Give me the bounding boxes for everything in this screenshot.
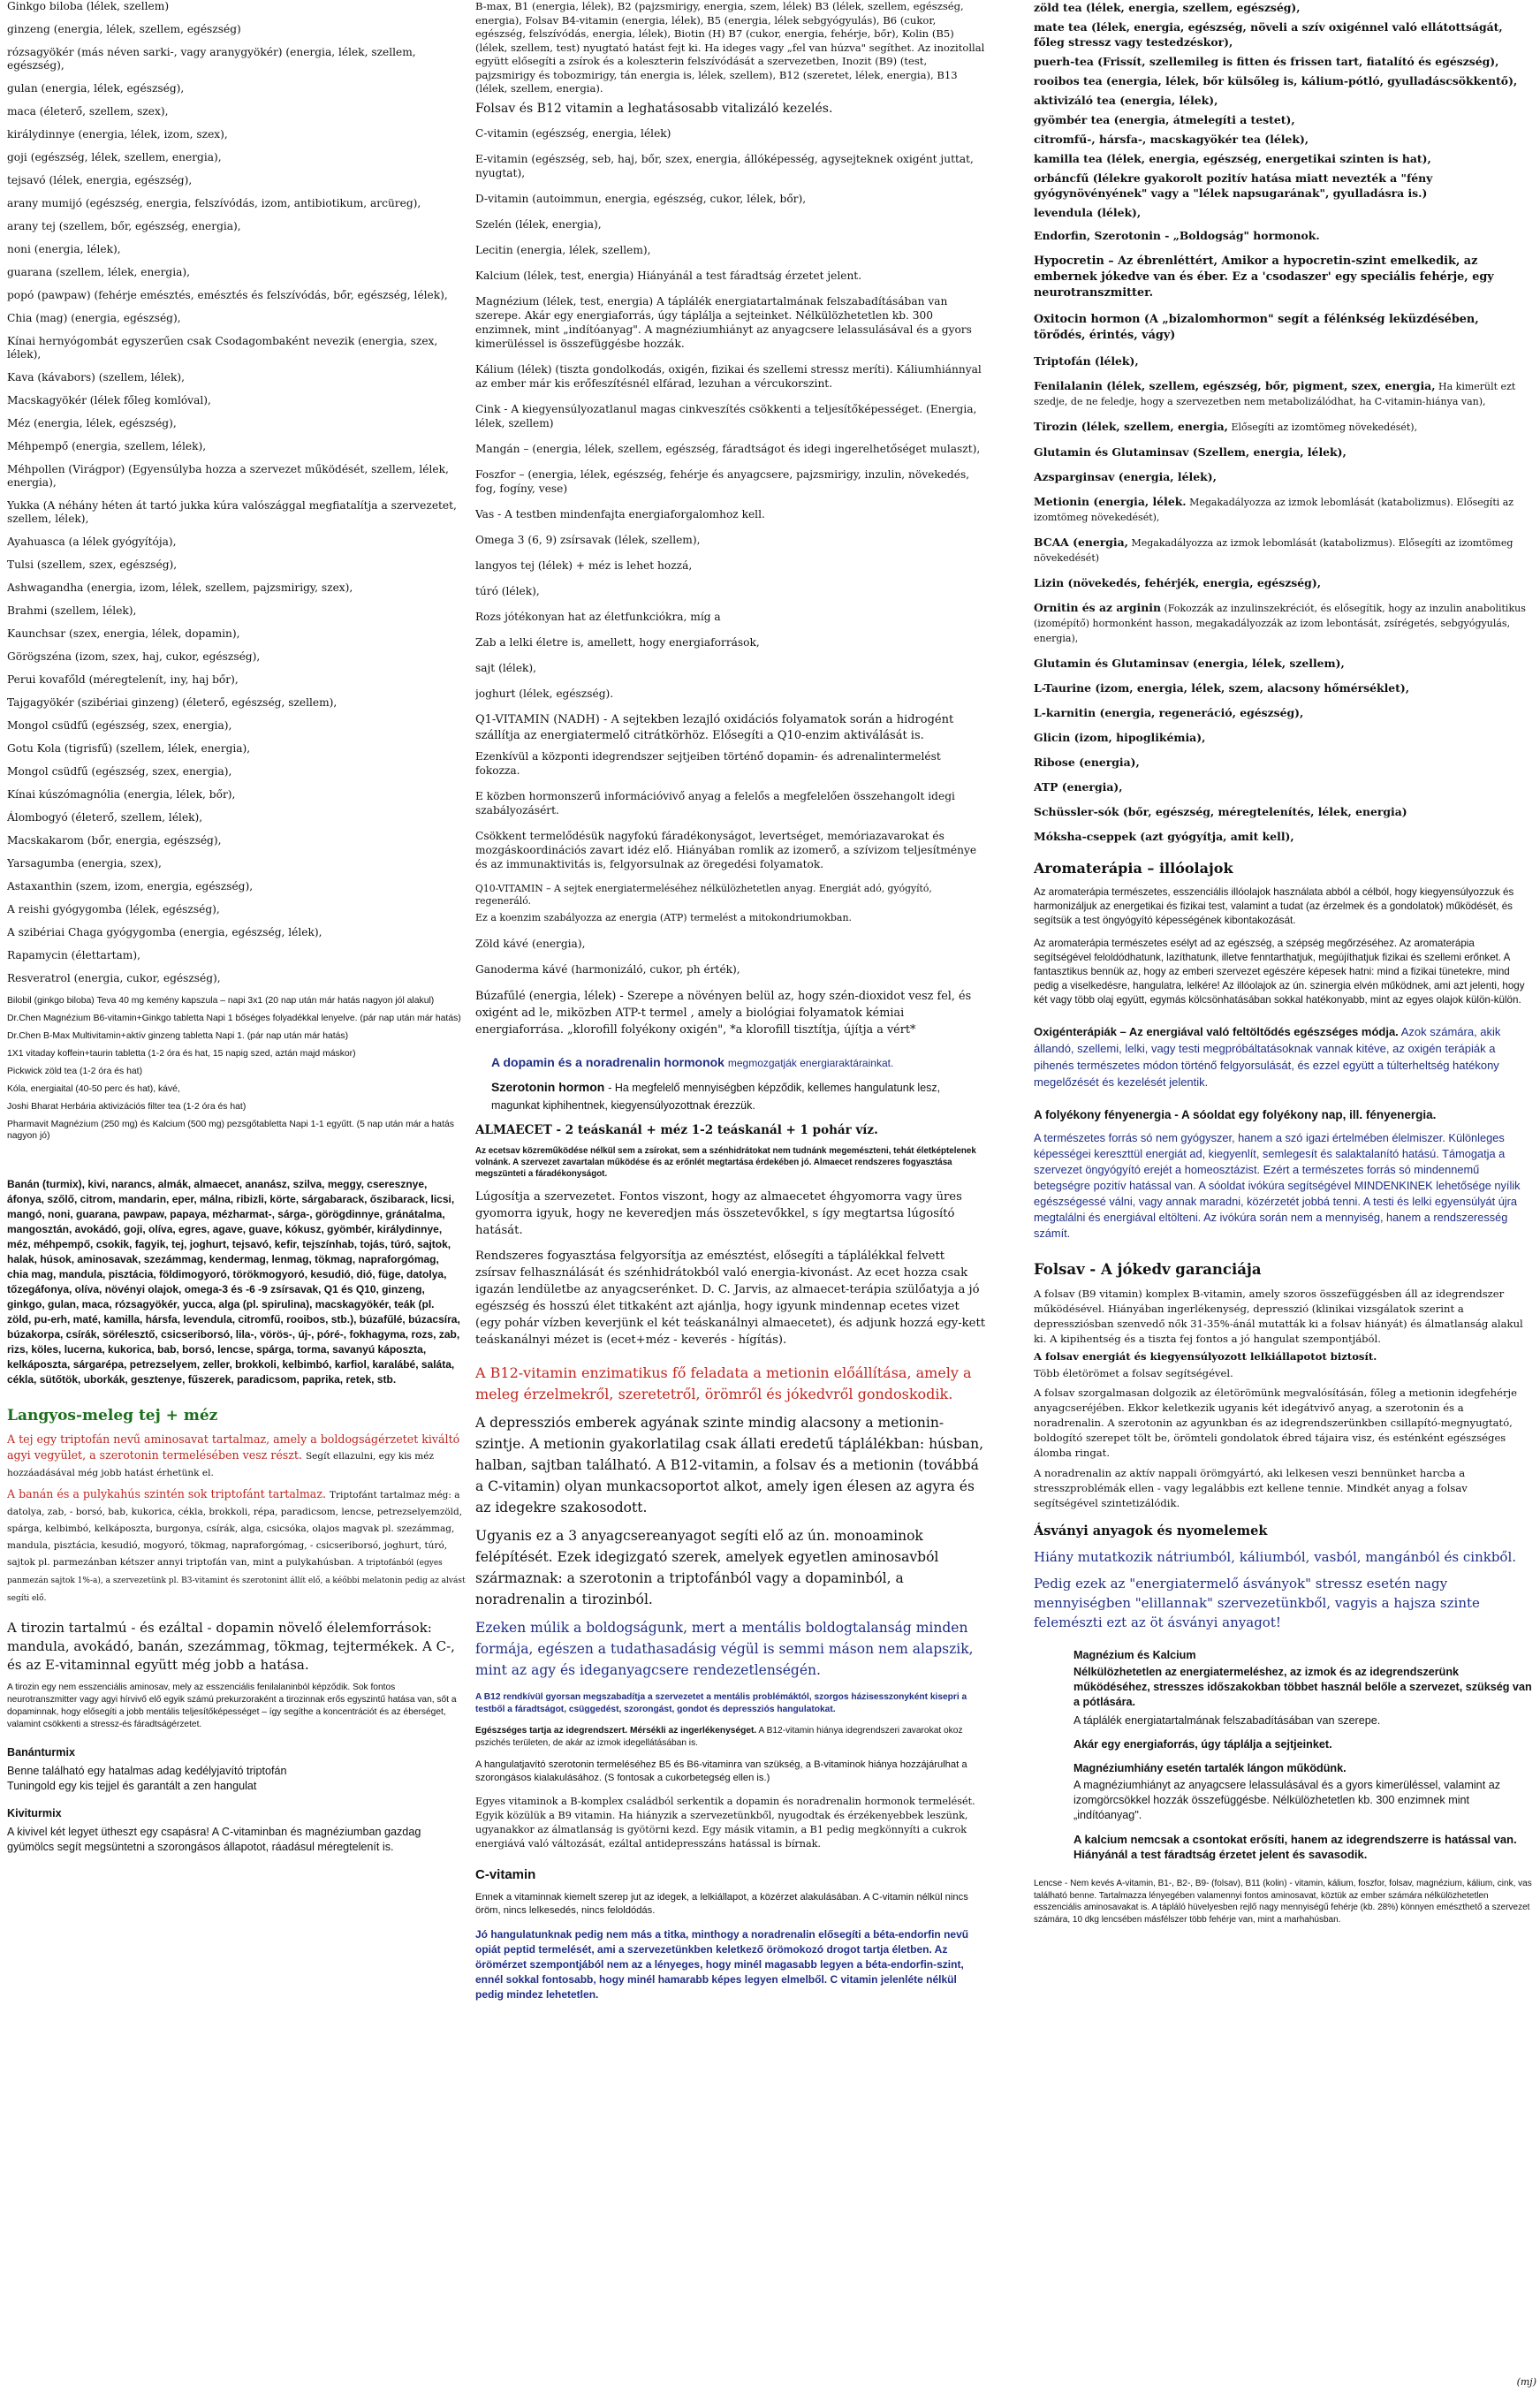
herb-item: noni (energia, lélek), (7, 243, 121, 255)
mineral-item: Cink - A kiegyensúlyozatlanul magas cinkveszítés csökkenti a teljesítőképességet. (Energia, lélek, szellem) (475, 402, 977, 429)
herb-item: Kava (kávabors) (szellem, lélek), (7, 371, 185, 384)
tirozin-small: A tirozin egy nem esszenciális aminosav, mely az esszenciális fenilalaninból képződik. Sok fontos neurotranszmitter vagy agyi hírvivő elő egyik számú prekurzoraként a tirozinnak erős egyszintű hatása van, sőt a dopaminnak, hogy elősegíti a jobb mentális teljesítőképességet – így segíthe a koncentrációt és az éberséget, valamint csökkenti a stressz-és fáradtságérzetet. (7, 1683, 457, 1729)
amino-item-name: Triptofán (lélek), (1034, 354, 1139, 368)
herb-item: Méhpollen (Virágpor) (Egyensúlyba hozza a szervezet működését, szellem, lélek, energia), (7, 463, 449, 489)
mineral-item: C-vitamin (egészség, energia, lélek) (475, 126, 671, 140)
amino-item-detail: (Fokozzák az inzulinszekréciót, és elősegítik, hogy az inzulin anabolitikus (izomépítő) hormonként hasson, megakadályozzák az izom lebontását, zsírégetés, sebgyógyulás, energia), (1034, 603, 1526, 644)
amino-item (1034, 495, 1533, 525)
mineral-item: sajt (lélek), (475, 661, 537, 674)
schussler: Schüssler-sók (bőr, egészség, méregtelenítés, lélek, energia) (1034, 805, 1407, 818)
tea-item: gyömbér tea (energia, átmelegíti a testet), (1034, 113, 1295, 126)
rendszeres-para: Rendszeres fogyasztása felgyorsítja az emésztést, elősegíti a táplálékkal felvett zsírsav felhasználását és szénhidrátokból való energia-kivonást. Az ecet hozza csak igazán lendületbe az anyagcserénket. D. C. Jarvis, az almaecet-terápia szülőatyja a jó egészség és hosszú élet titkaként azt ajánlja, hogy igyunk mindennap ecetes vizet (egy pohár vízben keverjünk el két teáskanálnyi almaecetet), és adjunk hozzá egy-kett teáskanálnyi mézet is (ecet+méz - keverés - hígítás). (475, 1249, 986, 1347)
herb-item: Kínai hernyógombát egyszerűen csak Csodagombaként nevezik (energia, szex, lélek), (7, 335, 438, 361)
egeszseges-para (475, 1725, 988, 1750)
kivi-heading: Kiviturmix (7, 1807, 62, 1819)
amino-item-name: BCAA (energia, (1034, 536, 1128, 549)
b12-para-b: A depressziós emberek agyának szinte mindig alacsony a metionin-szintje. A metionin gyakorlatilag csak állati eredetű táplálékban: húsban, halban, sajtban található. A B12-vitamin, a folsav és a metionin (továbbá a C-vitamin) olyan munkacsoportot alkot, amely igen élesen az agyra és az idegekre szakosodott. (475, 1414, 984, 1516)
amino-item (1034, 379, 1533, 409)
supplement-item: Joshi Bharat Herbária aktivizációs filter tea (1-2 óra és hat) (7, 1102, 247, 1112)
folsav-para: A folsav (B9 vitamin) komplex B-vitamin, amely szoros összefüggésben áll az idegrendszer működésével. Hiányában ingerlékenység, depresszió (klinikai vizsgálatok szerint a depressziósban szenvedő nők 31-35%-ánál mutatták ki a folsav hiányát) és álmatlanság alakul ki. A kipihentség és a tiszta fej fontos a jó hangulat szempontjából. (1034, 1288, 1523, 1345)
herb-item: maca (életerő, szellem, szex), (7, 105, 169, 118)
q1-list (475, 749, 988, 871)
tea-item: kamilla tea (lélek, energia, egészség, energetikai szinten is hat), (1034, 152, 1431, 165)
feny-heading: A folyékony fényenergia - A sóoldat egy folyékony nap, ill. fényenergia. (1034, 1108, 1437, 1121)
left-column (7, 0, 467, 2393)
herb-item: Ayahuasca (a lélek gyógyítója), (7, 536, 177, 548)
jo-hangulat-para: Jó hangulatunknak pedig nem más a titka, minthogy a noradrenalin elősegíti a béta-endorfin nevű opiát peptid termelését, ami a szervezetünkben keletkező örömokozó drogot tartja életben. Az örömérzet szempontjából nem az a lényeges, hogy minél magasabb legyen a béta-endorfin-szint, ennél sokkal fontosabb, hogy minél hamarabb képes legyen elmelből. C vitamin jelenléte nélkül pedig mindez lehetetlen. (475, 1927, 969, 2001)
tea-list (1034, 0, 1533, 220)
folsav-para-c: Több életörömet a folsav segítségével. (1034, 1367, 1233, 1379)
q1-list-item: E közben hormonszerű információvivő anyag a felelős a megfelelően összehangolt idegi szabályozásért. (475, 789, 955, 817)
amino-item-name: ATP (energia), (1034, 780, 1123, 794)
aroma-para-2: Az aromaterápia természetes esélyt ad az egészség, a szépség megőrzéséhez. Az aromaterápia segítségével feloldódhatunk, lazíthatunk, illetve fenntarthatjuk, megújíthatjuk fizikai és szellemi erőnket. A fantasztikus bennük az, hogy az emberi szervezet egészére képesek hatni: mind a fizikai tünetekre, mind pedig a viselkedésre, hangulatra, lelkére! Az illóolajok az ún. szinergia elvén működnek, ami azt jelenti, hogy két vagy több olaj együtt, egymás kölcsönhatásában sokkal hatékonyabb, mint az egyes olajok külön-külön. (1034, 938, 1525, 1006)
mineral-item: langyos tej (lélek) + méz is lehet hozzá, (475, 558, 693, 572)
herb-item: Astaxanthin (szem, izom, energia, egészség), (7, 880, 254, 893)
amino-item-name: Glicin (izom, hipoglikémia), (1034, 731, 1206, 744)
mg-para-4: Magnéziumhiány esetén tartalék lángon működünk. (1073, 1762, 1347, 1774)
herb-item: goji (egészség, lélek, szellem, energia), (7, 151, 222, 163)
mg-para-3: Akár egy energiaforrás, úgy táplálja a sejtjeinket. (1073, 1738, 1332, 1751)
herb-item: Chia (mag) (energia, egészség), (7, 312, 181, 324)
amino-item-name: Azsparginsav (energia, lélek), (1034, 470, 1217, 483)
herb-item: Mongol csüdfű (egészség, szex, energia), (7, 719, 232, 732)
b12-small: A B12 rendkívül gyorsan megszabadítja a szervezetet a mentális problémáktól, szorgos házisesszonyként kisepri a testből a fáradtságot, csüggedést, szorongást, gondot és depressziós hangulatokat. (475, 1691, 967, 1714)
amino-item-name: Lizin (növekedés, fehérjék, energia, egészség), (1034, 576, 1322, 589)
tea-item: rooibos tea (energia, lélek, bőr külsőleg is, kálium-pótló, gyulladáscsökkentő), (1034, 74, 1518, 87)
ganoderma: Ganoderma kávé (harmonizáló, cukor, ph érték), (475, 962, 740, 976)
amino-item (1034, 706, 1533, 720)
herb-item: Méz (energia, lélek, egészség), (7, 417, 177, 429)
amino-item (1034, 576, 1533, 590)
lencse-para: Lencse - Nem kevés A-vitamin, B1-, B2-, B9- (folsav), B11 (kolin) - vitamin, kálium, foszfor, folsav, magnézium, kálium, cink, vas található benne. Tartalmazza lényegében valamennyi fontos aminosavat, köztük az ember számára nélkülözhetetlen esszenciális aminosavakat is. A tápláló hüvelyesben rejlő nagy mennyiségű fehérje (kb. 28%) könnyen emészthető a szervezet számára, 10 dkg lencsében másfélszer több fehérje van, mint a marhahúsban. (1034, 1879, 1532, 1925)
langyos-text-red-2: A banán és a pulykahús szintén sok triptofánt tartalmaz. (7, 1487, 326, 1500)
zold-kave: Zöld kávé (energia), (475, 937, 586, 950)
mg-para-1: Nélkülözhetetlen az energiatermeléshez, az izmok és az idegrendszerünk működéséhez, stresszes időszakokban többet használ belőle a szervezet, szükség van a pótlására. (1073, 1666, 1532, 1708)
middle-column (475, 0, 988, 2393)
herb-item: Brahmi (szellem, lélek), (7, 604, 137, 617)
amino-item (1034, 354, 1533, 368)
b12-para-a: A B12-vitamin enzimatikus fő feladata a metionin előállítása, amely a meleg érzelmekről, szeretetről, örömről és jókedvről gondoskodik. (475, 1364, 972, 1402)
szerotonin-para (491, 1079, 988, 1114)
herb-item: arany mumijó (egészség, energia, felszívódás, izom, antibiotikum, arcüreg), (7, 197, 421, 209)
herb-item: Gotu Kola (tigrisfű) (szellem, lélek, energia), (7, 742, 251, 755)
amino-item-name: Tirozin (lélek, szellem, energia, (1034, 420, 1228, 433)
magnezium-block (1073, 1648, 1533, 1862)
herb-item: gulan (energia, lélek, egészség), (7, 82, 185, 95)
langyos-title: Langyos-meleg tej + méz (7, 1407, 218, 1424)
egeszseges-bold: Egészséges tartja az idegrendszert. Mérsékli az ingerlékenységet. (475, 1725, 757, 1736)
amino-item-name: Ribose (energia), (1034, 756, 1140, 769)
herb-item: Ashwagandha (energia, izom, lélek, szellem, pajzsmirigy, szex), (7, 581, 353, 594)
mineral-item: Omega 3 (6, 9) zsírsavak (lélek, szellem), (475, 533, 701, 546)
amino-item (1034, 420, 1533, 435)
dopamin-bold: A dopamin és a noradrenalin hormonok (491, 1054, 724, 1069)
right-column (1034, 0, 1533, 2393)
aroma-heading: Aromaterápia – illóolajok (1034, 860, 1233, 877)
mineral-item: E-vitamin (egészség, seb, haj, bőr, szex, energia, állóképesség, agysejteknek oxigént juttat, nyugtat), (475, 152, 974, 179)
hypocretin: Hypocretin – Az ébrenléttért, Amikor a hypocretin-szint emelkedik, az embernek jókedve van és éber. Ez a 'csodaszer' egy speciális fehérje, egy neurotranszmitter. (1034, 254, 1494, 300)
amino-item (1034, 780, 1533, 794)
tea-item: orbáncfű (lélekre gyakorolt pozitív hatása miatt nevezték a "fény gyógynövényének" vagy a "lélek napsugarának", gyulladásra is.) (1034, 171, 1433, 200)
folsav-para-e: A noradrenalin az aktív nappali örömgyártó, aki lelkesen veszi bennünket harcba a stresszproblémák ellen - vagy legalábbis ezt kellene tennie. Mindkét anyag a folsav segítségével szintetizálódik. (1034, 1467, 1468, 1509)
aroma-para-1: Az aromaterápia természetes, esszenciális illóolajok használata abból a célból, hogy kiegyensúlyozzuk és harmonizáljuk az energetikai és fizikai test, valamint a tudat (az érzelmek és a gondolatok) működését, és segítsük a test öngyógyító képességének kibontakozását. (1034, 886, 1514, 926)
amino-item-name: L-Taurine (izom, energia, lélek, szem, alacsony hőmérséklet), (1034, 681, 1410, 695)
supplement-item: 1X1 vitaday koffein+taurin tabletta (1-2 óra és hat, 15 napig szed, aztán majd máskor) (7, 1049, 356, 1059)
fruit-list: Banán (turmix), kivi, narancs, almák, almaecet, ananász, szilva, meggy, cseresznye, áfonya, szőlő, citrom, mandarin, eper, málna, ribizli, körte, sárgabarack, őszibarack, licsi, mangó, noni, guarana, pawpaw, papaya, mézharmat-, sárga-, görögdinnye, gránátalma, mangosztán, avokádó, goji, olíva, egres, agave, guave, kókusz, gyömbér, királydinnye, méz, méhpempő, csokik, fagyik, tej, joghurt, tejsavó, kefir, tejszínhab, tojás, túró, sajtok, halak, húsok, aminosavak, szezámmag, kendermag, lenmag, tökmag, napraforgómag, chia mag, mandula, pisztácia, földimogyoró, törökmogyoró, kesudió, dió, füge, datolya, tőzegáfonya, olíva, növényi olajok, omega-3 és -6 -9 zsírsavak, Q1 és Q10, ginzeng, ginkgo, gulan, maca, rózsagyökér, yucca, alga (pl. spirulina), macskagyökér, teák (pl. zöld, pu-erh, maté, kamilla, hársfa, levendula, citromfű, rooibos, stb.), búzafűlé, búzacsíra, búzakorpa, csírák, sörélesztő, csicseriborsó, lila-, vörös-, új-, póré-, fokhagyma, rozs, zab, rizs, köles, lucerna, kukorica, bab, borsó, lencse, spárga, torma, savanyú káposzta, kelkáposzta, sárgarépa, petrezselyem, zeller, brokkoli, kelbimbó, karfiol, karalábé, saláta, cékla, sütőtök, uborkák, gesztenye, fűszerek, paradicsom, paprika, retek, stb. (7, 1178, 460, 1386)
amino-item (1034, 470, 1533, 484)
amino-item (1034, 756, 1533, 770)
tirozin-para: A tirozin tartalmú - és ezáltal - dopamin növelő élelemforrások: mandula, avokádó, banán, szezámmag, tökmag, tejtermékek. A C-, és az E-vitaminnal együtt még jobb a hatása. (7, 1620, 455, 1673)
herb-item: rózsagyökér (más néven sarki-, vagy aranygyökér) (energia, lélek, szellem, egészség), (7, 46, 416, 72)
herb-item: Kínai kúszómagnólia (energia, lélek, bőr), (7, 788, 236, 801)
langyos-para-1 (7, 1432, 467, 1481)
cvit-heading: C-vitamin (475, 1866, 536, 1882)
amino-item (1034, 536, 1533, 566)
mineral-item: Foszfor – (energia, lélek, egészség, fehérje és anyagcsere, pajzsmirigy, inzulin, növekedés, fog, fogíny, vese) (475, 467, 970, 495)
amino-item-name: Glutamin és Glutaminsav (energia, lélek, szellem), (1034, 657, 1345, 670)
herb-item: Resveratrol (energia, cukor, egészség), (7, 972, 221, 984)
tea-item: levendula (lélek), (1034, 206, 1142, 219)
asvany-heading: Ásványi anyagok és nyomelemek (1034, 1523, 1268, 1538)
q10-para-b: Ez a koenzim szabályozza az energia (ATP) termelést a mitokondriumokban. (475, 911, 853, 923)
herb-item: Görögszéna (izom, szex, haj, cukor, egészség), (7, 650, 261, 663)
mineral-item: D-vitamin (autoimmun, energia, egészség, cukor, lélek, bőr), (475, 192, 807, 205)
amino-item (1034, 657, 1533, 671)
mineral-item: Kálium (lélek) (tiszta gondolkodás, oxigén, fizikai és szellemi stressz meríti). Káliumhiánnyal az ember már kis erőfeszítésnél elfárad, lezuhan a vércukorszint. (475, 362, 982, 390)
tea-item: citromfű-, hársfa-, macskagyökér tea (lélek), (1034, 133, 1309, 146)
oxigen-heading: Oxigénterápiák – Az energiával való feltöltődés egészséges módja. (1034, 1025, 1399, 1038)
herb-item: Yukka (A néhány héten át tartó jukka kúra valószággal megfiatalítja a szervezetet, szellem, lélek), (7, 499, 457, 525)
supplement-item: Pickwick zöld tea (1-2 óra és hat) (7, 1067, 143, 1076)
buzafu: Búzafűlé (energia, lélek) - Szerepe a növényen belül az, hogy szén-dioxidot vesz fel, és oxigént ad le, miközben ATP-t termel , amely a biológiai folyamatok kémiai energiaforrása. „klorofill folyékony oxigén", *a klorofill tisztítja, újítja a vért* (475, 989, 972, 1037)
amino-list (1034, 354, 1533, 794)
asvany-para: Hiány mutatkozik nátriumból, káliumból, vasból, mangánból és cinkből. (1034, 1549, 1517, 1565)
mineral-item: joghurt (lélek, egészség). (475, 687, 614, 700)
q1-list-item: Csökkent termelődésük nagyfokú fáradékonyságot, levertséget, memóriazavarokat és mozgáskoordinációs zavart idéz elő. Hiányában romlik az izomerő, a szívizom teljesítménye és az immunaktivitás is, felgyorsulnak az öregedési folyamatok. (475, 829, 977, 870)
herb-item: Kaunchsar (szex, energia, lélek, dopamin), (7, 627, 240, 640)
herb-item: Yarsagumba (energia, szex), (7, 857, 162, 870)
mineral-item: Szelén (lélek, energia), (475, 217, 602, 231)
lugositja-para: Lúgosítja a szervezetet. Fontos viszont, hogy az almaecetet éhgyomorra vagy üres gyomorra igyuk, hogy ne keveredjen más összetevőkkel, s így megtartsa lúgosító hatását. (475, 1189, 962, 1237)
q1-list-item: Ezenkívül a központi idegrendszer sejtjeiben történő dopamin- és adrenalintermelést fokozza. (475, 749, 941, 777)
herb-item: A szibériai Chaga gyógygomba (energia, egészség, lélek), (7, 926, 322, 938)
mg-para-2: A táplálék energiatartalmának felszabadításában van szerepe. (1073, 1714, 1381, 1727)
mineral-list (475, 126, 988, 701)
supplement-item: Bilobil (ginkgo biloba) Teva 40 mg kemény kapszula – napi 3x1 (20 nap után már hatás nagyon jól alakul) (7, 996, 435, 1006)
cvit-para: Ennek a vitaminnak kiemelt szerep jut az idegek, a lelkiállapot, a közérzet alakulásában. A C-vitamin nélkül nincs öröm, nincs lelkesedés, nincs feloldódás. (475, 1891, 968, 1916)
egeszseges-rest: A B12-vitamin hiánya idegrendszeri zavarokat okoz pszichés területen, de akár az izmok idegellátásában is. (475, 1725, 963, 1748)
amino-item-name: Glutamin és Glutaminsav (Szellem, energia, lélek), (1034, 445, 1347, 459)
herb-item: tejsavó (lélek, energia, egészség), (7, 174, 193, 186)
herb-item: guarana (szellem, lélek, energia), (7, 266, 191, 278)
endorfin: Endorfin, Szerotonin - „Boldogság" hormonok. (1034, 229, 1320, 242)
supplement-item: Kóla, energiaital (40-50 perc és hat), kávé, (7, 1084, 180, 1094)
tea-item: zöld tea (lélek, energia, szellem, egészség), (1034, 1, 1301, 14)
herb-item: A reishi gyógygomba (lélek, egészség), (7, 903, 220, 915)
herb-list (7, 0, 467, 985)
herb-item: Mongol csüdfű (egészség, szex, energia), (7, 765, 232, 778)
feny-para: A természetes forrás só nem gyógyszer, hanem a szó igazi értelmében élelmiszer. Különleges képességei kereszttül energiát ad, kiegyenlít, semlegesít és salaktalanító hatású. Támogatja a szervezet öngyógyító erejét a homeosztázist. Ezért a természetes forrás só mindennemű betegségre pozitív hatással van. A sóoldat ivókúra segítségével MINDENKINEK lehetősége nyílik egészségessé válni, vagy annak maradni, közérzetét jobbá tenni. A testi és lelki egyensúlyát újra megtalálni és energiával eltölteni. Az ivókúra során nem a mennyiség, hanem a rendszeresség számít. (1034, 1131, 1521, 1240)
langyos-text-tiny: A triptofánból (egyes panmezán sajtok 1%-a), a szervezetünk pl. B3-vitamint és szerotonint állít elő, a kéőbbi melatonin pedig az alvást segíti elő. (7, 1559, 466, 1603)
herb-item: Rapamycin (élettartam), (7, 949, 140, 961)
mineral-item: Zab a lelki életre is, amellett, hogy energiaforrások, (475, 635, 760, 649)
herb-item: arany tej (szellem, bőr, egészség, energia), (7, 220, 241, 232)
herb-item: Macskakarom (bőr, energia, egészség), (7, 834, 222, 847)
kivi-text: A kivivel két legyet ütheszt egy csapásra! A C-vitaminban és magnéziumban gazdag gyümölcs segít megsüntetni a szorongásos állapotot, ráadásul méregtelenít is. (7, 1826, 421, 1853)
mg-para-5: A magnéziumhiányt az anyagcsere lelassulásával és a gyors kimerüléssel, valamint az izomgörcsökkel hozzák összefüggésbe. Nélkülözhetetlen kb. 300 enzimnek mint „indítóanyag". (1073, 1779, 1500, 1821)
herb-item: Macskagyökér (lélek főleg komlóval), (7, 394, 211, 406)
mineral-item: Rozs jótékonyan hat az életfunkciókra, míg a (475, 610, 721, 623)
b12-para-c: Ugyanis ez a 3 anyagcsereanyagot segíti elő az ún. monoaminok felépítését. Ezek idegizgató szerek, amelyek egyetlen aminosavból származnak: a szerotonin a triptofánból vagy a dopaminból, a noradrenalin a tirozinból. (475, 1527, 939, 1607)
langyos-text-small-2: Triptofánt tartalmaz még: a datolya, zab, - borsó, bab, kukorica, cékla, brokkoli, répa, paradicsom, lencse, petrezselyemzöld, spárga, kelbimbó, kelkáposzta, burgonya, csírák, alga, csicsóka, olajos magvak pl. szezámmag, mandula, pisztácia, kesudió, mogyoró, tökmag, napraforgómag, - csicseriborsó, joghurt, túró, sajtok pl. parmezánban kétszer annyi triptofán van, mint a pulykahúsban. (7, 1490, 463, 1568)
amino-item-detail: Ha kimerült ezt szedje, de ne feledje, hogy a szervezetben nem metabolizálódhat, ha C-vitamin-hiánya van), (1034, 381, 1516, 407)
amino-item (1034, 601, 1533, 646)
mineral-item: Magnézium (lélek, test, energia) A táplálék energiatartalmának felszabadításában van szerepe. Akár egy energiaforrás, úgy táplálja a sejteinket. Nélkülözhetetlen kb. 300 enzimnek, mint „indítóanyag". A magnéziumhiányt az anyagcsere lelassulásával és a gyors kimerüléssel is összefüggésbe hozzák. (475, 294, 972, 350)
amino-item (1034, 445, 1533, 460)
folsav-heading: Folsav - A jókedv garanciája (1034, 1261, 1262, 1278)
herb-item: Méhpempő (energia, szellem, lélek), (7, 440, 207, 452)
herb-item: Tulsi (szellem, szex, egészség), (7, 558, 178, 571)
signature: (mj) (1516, 2376, 1536, 2388)
q10-para: Q10-VITAMIN – A sejtek energiatermeléséhez nélkülözhetetlen anyag. Energiát adó, gyógyító, regeneráló. (475, 882, 932, 907)
amino-item (1034, 681, 1533, 695)
oxitocin: Oxitocin hormon (A „bizalomhormon" segít a félénkség leküzdésében, törődés, érintés, vágy) (1034, 313, 1479, 342)
szerotonin-rest: - Ha megfelelő mennyiségben képződik, kellemes hangulatunk lesz, magunkat kiphihentnek, kiegyensúlyozottnak érezzük. (491, 1081, 941, 1112)
supplement-item: Dr.Chen Magnézium B6-vitamin+Ginkgo tabletta Napi 1 bőséges folyadékkal lenyelve. (pár nap után már hatás) (7, 1014, 461, 1023)
moksha: Móksha-cseppek (azt gyógyítja, amit kell), (1034, 830, 1294, 843)
folsav-para: Folsav és B12 vitamin a leghatásosabb vitalizáló kezelés. (475, 101, 833, 116)
almaecet-head: ALMAECET - 2 teáskanál + méz 1-2 teáskanál + 1 pohár víz. (475, 1122, 878, 1137)
herb-item: királydinnye (energia, lélek, izom, szex), (7, 128, 228, 141)
amino-item-name: Ornitin és az arginin (1034, 601, 1161, 614)
szerotonin-bold: Szerotonin hormon (491, 1079, 605, 1094)
mg-heading: Magnézium és Kalcium (1073, 1649, 1196, 1661)
herb-item: Perui kovafőld (méregtelenít, iny, haj bőr), (7, 673, 239, 686)
tea-item: aktivizáló tea (energia, lélek), (1034, 94, 1218, 107)
dopamin-rest: megmozgatják energiaraktárainkat. (727, 1056, 894, 1069)
supplement-item: Dr.Chen B-Max Multivitamin+aktív ginzeng tabletta Napi 1. (pár nap után már hatás) (7, 1031, 349, 1041)
mineral-item: Kalcium (lélek, test, energia) Hiányánál a test fáradtság érzetet jelent. (475, 269, 862, 282)
mineral-item: túró (lélek), (475, 584, 540, 597)
herb-item: Ginkgo biloba (lélek, szellem) (7, 0, 170, 12)
mineral-item: Lecitin (energia, lélek, szellem), (475, 243, 651, 256)
supplement-list (7, 995, 467, 1142)
almaecet-small: Az ecetsav közreműködése nélkül sem a zsírokat, sem a szénhidrátokat nem tudnánk megemészteni, tehát életképtelenek volnánk. A szervezet zavartalan működése és az erőnlét megtartása érdekében jó. Almaecet rendszeres fogyasztása megszünteti a fáradékonyságot. (475, 1145, 976, 1179)
supplement-item: Pharmavit Magnézium (250 mg) és Kalcium (500 mg) pezsgőtabletta Napi 1-1 egyűtt. (5 nap után már a hatás nagyon jó) (7, 1120, 454, 1141)
mineral-item: Vas - A testben mindenfajta energiaforgalomhoz kell. (475, 507, 765, 520)
ezeken-para: Ezeken múlik a boldogságunk, mert a mentális boldogtalanság minden formája, egészen a tudathasadásig végül is semmi máson nem alapszik, mint az agy és ideganyagcsere rendezetlenségén. (475, 1619, 974, 1678)
amino-item-detail: Megakadályozza az izmok lebomlását (katabolizmus). Elősegíti az izomtömeg növekedését) (1034, 537, 1513, 564)
amino-item-name: L-karnitin (energia, regeneráció, egészség), (1034, 706, 1304, 719)
q1-para: Q1-VITAMIN (NADH) - A sejtekben lezajló oxidációs folyamatok során a hidrogént szállítja az energiatermelő citrátkörhöz. Elősegíti a Q10-enzim aktiválását is. (475, 712, 954, 742)
kalcium-para: A kalcium nemcsak a csontokat erősíti, hanem az idegrendszerre is hatással van. Hiányánál a test fáradtság érzetet jelent és savasodik. (1073, 1833, 1517, 1861)
banan-line-1: Benne található egy hatalmas adag kedélyjavító triptofán (7, 1765, 287, 1777)
herb-item: ginzeng (energia, lélek, szellem, egészség) (7, 23, 241, 35)
mineral-item: Mangán – (energia, lélek, szellem, egészség, fáradtságot és idegi ingerelhetőséget mulaszt), (475, 442, 981, 455)
tea-item: mate tea (lélek, energia, egészség, növeli a szív oxigénnel való ellátottságát, főleg stressz vagy testedzéskor), (1034, 20, 1503, 49)
langyos-text-red: A tej egy triptofán nevű aminosavat tartalmaz, amely a boldogságérzetet kiváltó agyi vegyület, a szerotonin termelésében vesz részt. (7, 1432, 460, 1462)
herb-item: popó (pawpaw) (fehérje emésztés, emésztés és felszívódás, bőr, egészség, lélek), (7, 289, 448, 301)
egyes-para: Egyes vitaminok a B-komplex családból serkentik a dopamin és noradrenalin hormonok termelését. Egyik közülük a B9 vitamin. Ha hiányzik a szervezetünkből, nyugodtak és érzékenyebbek leszünk, ugyanakkor az álmatlanság is gyötörni kezd. Egy másik vitamin, a B1 pedig megkönnyíti a cukrok energiává való változását, ezáltal antidepresszáns hatással is bírnak. (475, 1795, 975, 1850)
oxigen-para (1034, 1023, 1533, 1090)
amino-item (1034, 731, 1533, 745)
dopamin-para (491, 1054, 988, 1072)
langyos-para-2 (7, 1486, 467, 1607)
amino-item-name: Fenilalanin (lélek, szellem, egészség, bőr, pigment, szex, energia, (1034, 379, 1436, 392)
banan-line-2: Tuningold egy kis tejjel és garantált a zen hangulat (7, 1780, 257, 1792)
banan-heading: Banánturmix (7, 1746, 75, 1759)
bmax-para: B-max, B1 (energia, lélek), B2 (pajzsmirigy, energia, szem, lélek) B3 (lélek, szellem, egészség, energia), Folsav B4-vitamin (energia, lélek), B5 (energia, lélek sebgyógyulás), B6 (cukor, egészség, felszívódás, energia, lélek), Biotin (H) B7 (cukor, energia, fehérje, bőr), Kolin (B5) (lélek, szellem, test) nyugtató hatást fejt ki. Ha ideges vagy „fel van húzva" segíthet. Az inozitollal együtt elősegíti a zsírok és a koleszterin felszívódását a szervezetben, Inozit (B9) (test, pajzsmirigy és tobozmirigy, tán energia is, lélek, szellem), B12 (szeretet, lélek, energia), B13 (lélek, szellem, energia). (475, 0, 985, 95)
oxigen-text: Azok számára, akik állandó, szellemi, lelki, vagy testi megpróbáltatásoknak vannak kitéve, az oxigén terápiák a pihenés természetes módon történő felgyorsulását, és ezzel együtt a túlterheltség hatékony megelőzését és kezelését jelentik. (1034, 1025, 1501, 1089)
amino-item-name: Metionin (energia, lélek. (1034, 495, 1187, 508)
herb-item: Tajgagyökér (szibériai ginzeng) (életerő, egészség, szellem), (7, 696, 338, 709)
hangulat-para: A hangulatjavító szerotonin termeléséhez B5 és B6-vitaminra van szükség, a B-vitaminok hiánya hozzájárulhat a szorongásos kialakulásához. (S fontosak a cukorbetegség ellen is.) (475, 1759, 967, 1783)
langyos-text-small: Segít ellazulni, egy kis méz hozzáadásával még jobb hatást érhetünk el. (7, 1451, 434, 1478)
amino-item-detail: Elősegíti az izomtömeg növekedését), (1228, 422, 1418, 433)
herb-item: Álombogyó (életerő, szellem, lélek), (7, 811, 203, 824)
tea-item: puerh-tea (Frissít, szellemileg is fitten és frissen tart, fiatalító és egészség), (1034, 55, 1499, 68)
folsav-para-b: A folsav energiát és kiegyensúlyozott lelkiállapotot biztosít. (1034, 1350, 1377, 1363)
asvany-para-b: Pedig ezek az "energiatermelő ásványok" stressz esetén nagy mennyiségben "elillannak" szervezetünkből, vagyis a hajsza szinte felemészti ezt az öt ásványi anyagot! (1034, 1576, 1480, 1630)
amino-item-detail: Megakadályozza az izmok lebomlását (katabolizmus). Elősegíti az izomtömeg növekedését), (1034, 497, 1514, 523)
folsav-para-d: A folsav szorgalmasan dolgozik az életörömünk megvalósításán, főleg a metionin idegfehérje anyagcseréjében. Ekkor keletkezik ugyanis két idegátvivő anyag, a szerotonin és a noradrenalin. A szerotonin az agyunkban és az idegrendszerünkben csillapító-megnyugtató, boldogító szerepet tölt be, örömteli gondolatok ébred tájaira visz, és esténként egészséges álomba ringat. (1034, 1386, 1517, 1459)
